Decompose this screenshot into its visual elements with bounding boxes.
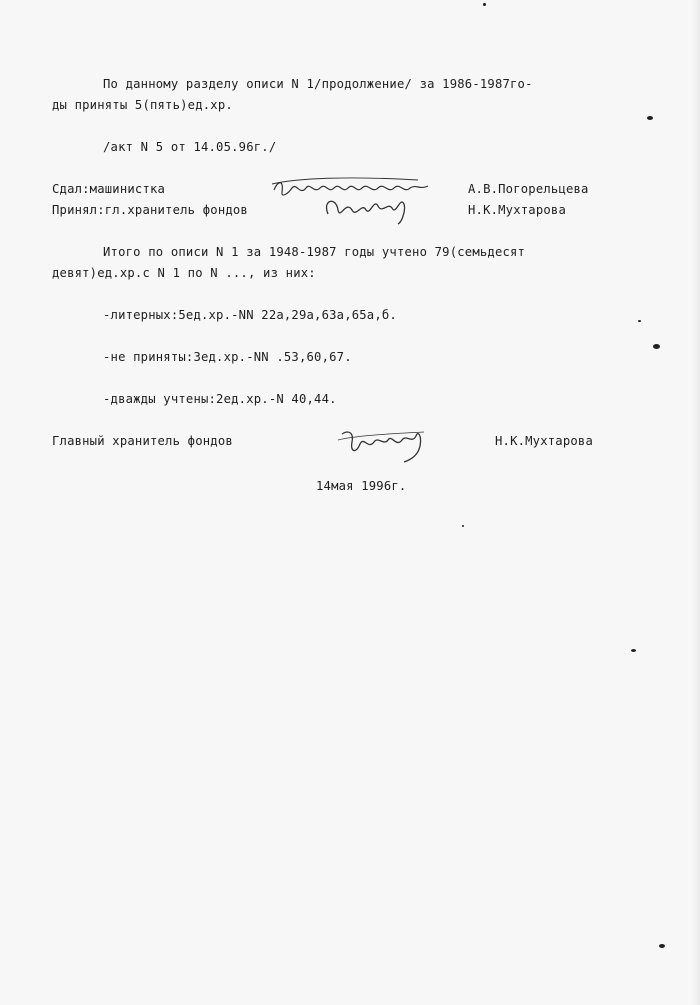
item-not-accepted: -не приняты:3ед.хр.-NN .53,60,67.	[103, 350, 352, 364]
scan-mark	[638, 320, 641, 322]
signature-mukhtarova-1	[318, 192, 418, 228]
handover-receiver-name: Н.К.Мухтарова	[468, 203, 566, 217]
summary-line-2: девят)ед.хр.с N 1 по N ..., из них:	[52, 266, 316, 280]
scan-mark	[647, 116, 653, 120]
document-date: 14мая 1996г.	[316, 479, 407, 493]
scan-mark	[462, 525, 464, 527]
act-reference: /акт N 5 от 14.05.96г./	[103, 140, 277, 154]
scan-mark	[653, 344, 660, 349]
paper-edge-shadow	[692, 0, 700, 1005]
chief-name: Н.К.Мухтарова	[495, 434, 593, 448]
scan-mark	[483, 3, 486, 6]
scan-mark	[631, 649, 636, 652]
handover-receiver-label: Принял:гл.хранитель фондов	[52, 203, 248, 217]
paragraph-line-1: По данному разделу описи N 1/продолжение/ за 1986-1987го-	[103, 77, 533, 91]
paragraph-line-2: ды приняты 5(пять)ед.хр.	[52, 98, 233, 112]
chief-label: Главный хранитель фондов	[52, 434, 233, 448]
item-literal: -литерных:5ед.хр.-NN 22а,29а,63а,65а,б.	[103, 308, 397, 322]
scan-mark	[659, 944, 665, 948]
summary-line-1: Итого по описи N 1 за 1948-1987 годы учтено 79(семьдесят	[103, 245, 526, 259]
handover-giver-name: А.В.Погорельцева	[468, 182, 589, 196]
item-twice-counted: -дважды учтены:2ед.хр.-N 40,44.	[103, 392, 337, 406]
handover-giver-label: Сдал:машинистка	[52, 182, 166, 196]
signature-chief	[334, 424, 434, 466]
